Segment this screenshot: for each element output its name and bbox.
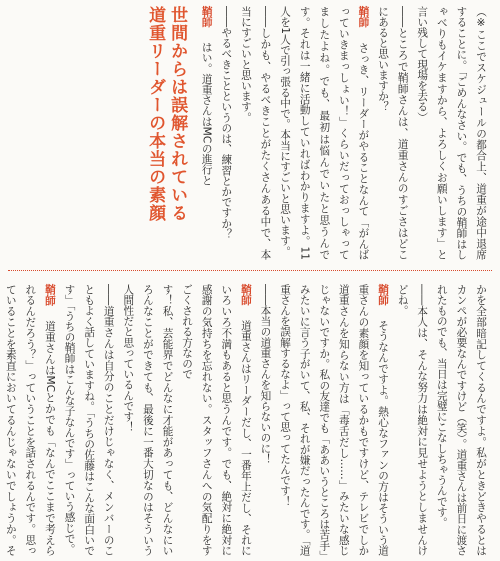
speaker-label: 鞘師 — [377, 284, 390, 306]
answer-text: さっき、リーダーがやることなんて「がんばっていきまっしょい！」くらいだっておっしゃってましたよね。でも、最初は悩んでいたと思うんです。それは一緒に活動していればわかりますよ。11人を1人で引っ張る中で。本当にすごいと思います。 — [279, 6, 370, 260]
speaker-label: 鞘師 — [200, 6, 213, 28]
answer-text: す！私、芸能界でどんなに才能があっても、どんなにいろんなことができても、最後に一番大切なのはそういう人間性だと思っているんです！ — [122, 284, 174, 556]
question-text: ――やるべきことというのは、練習とかですか？ — [220, 6, 233, 240]
section-headline — [144, 6, 188, 260]
speaker-label: 鞘師 — [43, 284, 56, 306]
answer-text: かを全部暗記してくるんですよ。私がときどきやるとはカンペが必要なんですけど（笑）。道重さんは前日に渡されたものでも、当日は完璧にこなしちゃうんです。 — [435, 284, 487, 556]
dotted-divider — [8, 270, 492, 271]
speaker-label: 鞘師 — [239, 284, 252, 306]
paragraph — [274, 6, 372, 260]
paragraph — [392, 284, 431, 556]
headline-line-1: 世間からは誤解されている — [167, 6, 188, 222]
paragraph — [431, 284, 490, 556]
answer-text: はい。道重さんはMCの進行と — [200, 41, 213, 186]
question-text: ――しかも、やるべきことがたくさんある中で、本当にすごいと思います。 — [239, 6, 272, 260]
question-text: ――本人は、そんな努力は絶対に見せようとしませんけどね。 — [396, 284, 429, 556]
paragraph — [216, 6, 236, 260]
paragraph — [59, 284, 118, 556]
answer-text: 道重さんはリーダーだし、一番年上だし、それにいろいろ不満もあると思うんです。でも、絶対に絶対に感謝の気持ちを忘れない。スタッフさんへの気配りをすごくされる方なので — [181, 284, 252, 556]
paragraph — [372, 6, 411, 260]
body-text: （※ここでスケジュールの都合上、道重が途中退席することに。「ごめんなさい。でも、うちの鞘師はしゃべりもイケますから、よろしくお願いします」と言い残して現場を去る） — [416, 6, 487, 260]
headline-line-2: 道重リーダーの本当の素顔 — [145, 6, 166, 222]
answer-text: 道重さんはMCとかでも「なんでここまで考えられるんだろう？」っていうことを話されるんです。思っていることを素直においてるんじゃないでしょうか。そ — [4, 284, 56, 556]
question-text: ――本当の道重さんを知らないのに！ — [259, 284, 272, 465]
paragraph — [255, 284, 275, 556]
paragraph — [235, 6, 274, 260]
answer-text: そうなんですよ。熱心なファンの方はそういう道重さんの素顔を知っているかもですけど、テレビでしか道重さんを知らない方は「毒舌だし……」みたいな感じじゃないですか。私の友達でも「ああいうところは苦手」みたいに言う子がいて、私、それが嫌だったんです。「道重さんを誤解するなよ」って思ってたんです！ — [279, 284, 390, 556]
bottom-tier — [4, 284, 490, 556]
paragraph — [274, 284, 392, 556]
question-text: ――道重さんは自分のことだけじゃなく、メンバーのこともよく話していますね。「うちの佐藤はこんな面白いです」「うちの鞘師はこんな子なんです」っていう感じで。 — [63, 284, 115, 556]
paragraph — [196, 6, 216, 260]
paragraph — [412, 6, 490, 260]
top-tier — [10, 6, 490, 260]
question-text: ――ところで鞘師さんは、道重さんのすごさはどこにあると思いますか？ — [377, 6, 409, 260]
paragraph — [118, 284, 177, 556]
paragraph — [0, 284, 59, 556]
speaker-label: 鞘師 — [357, 6, 370, 28]
paragraph — [177, 284, 255, 556]
